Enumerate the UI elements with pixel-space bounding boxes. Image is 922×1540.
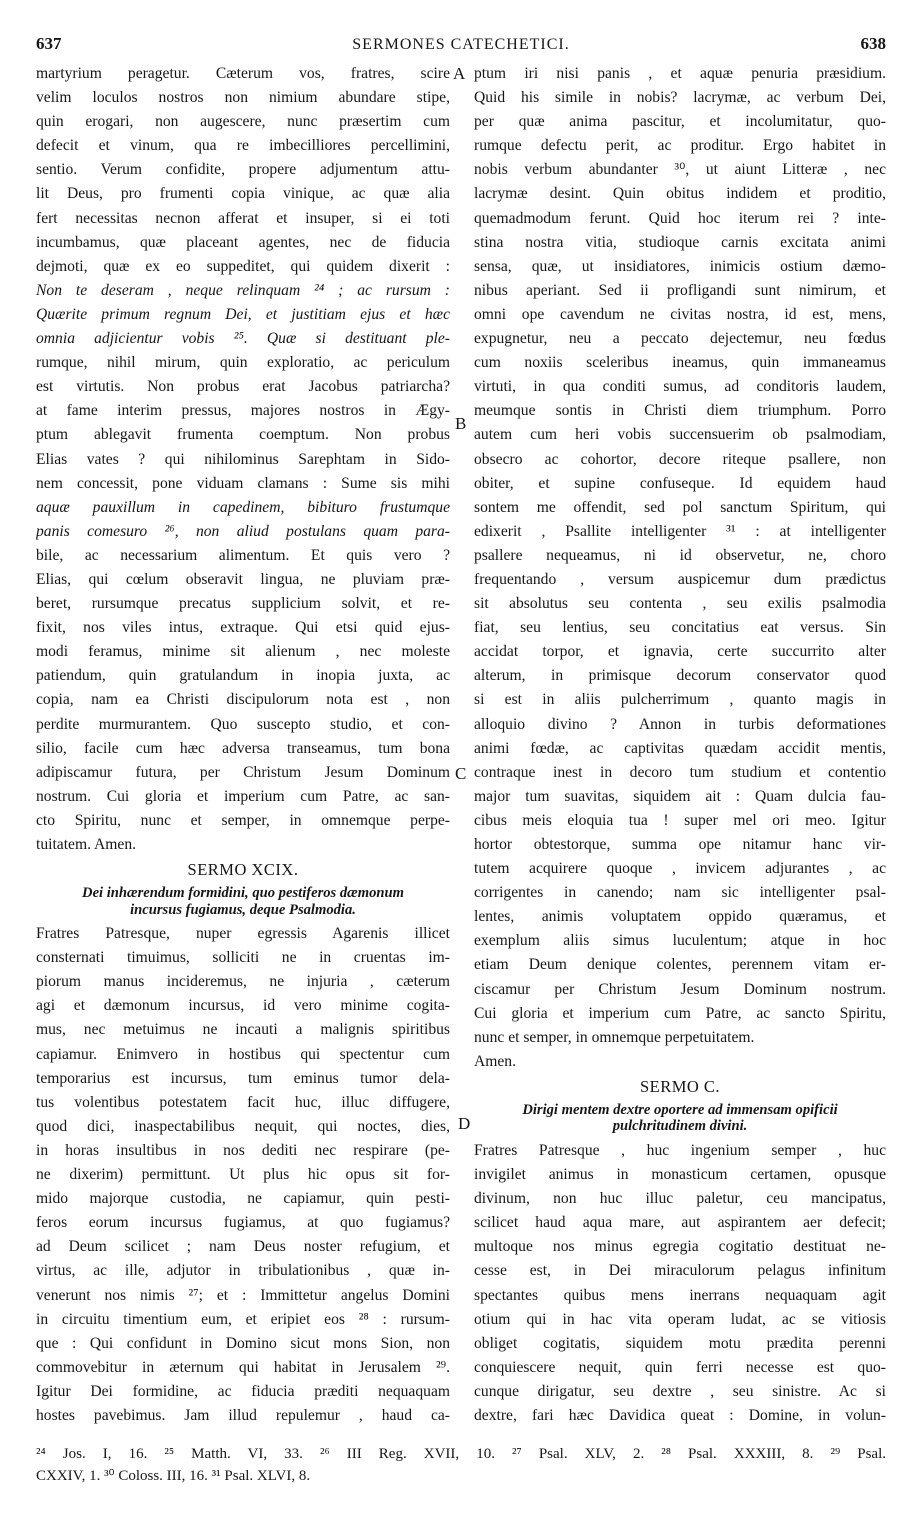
page-number-right: 638 xyxy=(860,34,886,53)
left-column-text-line: nostrum. Cui gloria et imperium cum Patre, ac san- xyxy=(36,787,450,805)
sermon-subheading: Dei inhærendum formidini, quo pestiferos dæmonum xyxy=(82,885,404,902)
left-column-text-line: aquæ pauxillum in capedinem, bibituro frustumque xyxy=(36,498,450,516)
right-column-text-line: nunc et semper, in omnemque perpetuitatem. xyxy=(474,1028,755,1046)
left-column-text-line: defecit et vinum, qua re imbecilliores percellimini, xyxy=(36,137,450,155)
left-column-text-line: hostes pavebimus. Jam illud repulemur , haud ca- xyxy=(36,1406,450,1424)
right-column-text-line: otium qui in hac vita operam ludat, ac se vitiosis xyxy=(474,1310,886,1328)
right-column-text-line: conquiescere nequit, quin ferri necesse est quo- xyxy=(474,1358,886,1376)
left-column-text-line: consternati timuimus, solliciti ne in cruentas im- xyxy=(36,949,450,967)
right-column-text-line: lacrymæ desint. Quin obitus indidem et proditio, xyxy=(474,185,886,203)
right-column-text-line: invigilet animus in monasticum certamen, opusque xyxy=(474,1166,886,1184)
right-column-text-line: cunque dirigatur, seu dextre , seu sinistre. Ac si xyxy=(474,1382,886,1400)
left-column-text-line: bile, ac necessarium alimentum. Et quis vero ? xyxy=(36,546,450,564)
sermon-heading: SERMO C. xyxy=(639,1076,721,1096)
right-column-text-line: lentes, animis voluptatem oppido quæramus, et xyxy=(474,908,886,926)
left-column-text-line: cto Spiritu, nunc et semper, in omnemque perpe- xyxy=(36,811,450,829)
right-column-text-line: sensa, quæ, ut insidiatores, inimicis ostium dæmo- xyxy=(474,257,886,275)
left-column-text-line: in circuitu timentium eum, et eripiet eos ²⁸ : rursum- xyxy=(36,1310,450,1328)
right-column-text-line: si est in aliis pulcherrimum , quanto magis in xyxy=(474,691,886,709)
right-column-text-line: edixerit , Psallite intelligenter ³¹ : at intelligenter xyxy=(474,522,886,540)
left-column-text-line: fert necessitas necnon afferat et insuper, si ei toti xyxy=(36,209,450,227)
footnote-line: ²⁴ Jos. I, 16. ²⁵ Matth. VI, 33. ²⁶ III Reg. XVII, 10. ²⁷ Psal. XLV, 2. ²⁸ Psal. XXXIII, 8. ²⁹ Psal. xyxy=(36,1446,886,1462)
left-column-text-line: tuitatem. Amen. xyxy=(36,836,137,853)
left-column-text-line: in horas insultibus in nos dediti nec respirare (pe- xyxy=(36,1141,450,1159)
right-column-text-line: obiter, et supine confuseque. Id equidem haud xyxy=(474,474,886,492)
sermon-heading: SERMO XCIX. xyxy=(187,860,299,880)
right-column-text-line: etiam Deum denique colentes, perennem vitam er- xyxy=(474,956,886,974)
left-column-text-line: quin erogari, non augescere, nunc præsertim cum xyxy=(36,113,450,131)
right-column-text-line: omni ope cavendum ne civitas nostra, id est, mens, xyxy=(474,305,886,323)
right-column-text-line: per quæ anima pascitur, et incolumitatur, quo- xyxy=(474,113,886,131)
margin-letter-c: C xyxy=(455,764,467,783)
right-column-text-line: divinum, non huc illuc paletur, ceu mancipatus, xyxy=(474,1190,886,1208)
margin-letter-b: B xyxy=(455,414,467,433)
right-column-text-line: multoque nos minus egregia cogitatio destituat ne- xyxy=(474,1238,886,1256)
left-column-text-line: Fratres Patresque, nuper egressis Agarenis illicet xyxy=(36,925,450,943)
right-column-text-line: animi fœdæ, ac captivitas quædam accidit mentis, xyxy=(474,739,886,757)
right-column-text-line: Cui gloria et imperium cum Patre, ac sancto Spiritu, xyxy=(474,1004,886,1022)
margin-letter-d: D xyxy=(458,1114,471,1133)
right-column-text-line: obliget cogitatis, siquidem motu prædita perenni xyxy=(474,1334,886,1352)
right-column-text-line: meumque sontis in Christi diem triumphum. Porro xyxy=(474,402,886,420)
right-column-text-line: nibus aperiant. Sed ii profligandi sunt nimirum, et xyxy=(474,281,886,299)
left-column-text-line: ne dixerim) permittunt. Ut plus hic opus sit for- xyxy=(36,1166,450,1184)
left-column-text-line: venerunt nos nimis ²⁷; et : Immittetur angelus Domini xyxy=(36,1286,450,1304)
left-column-text-line: rumque, nihil mirum, quin exploratio, ac periculum xyxy=(36,354,450,372)
right-column-text-line: expugnetur, neu a peccato dejectemur, neu fœdus xyxy=(474,330,886,348)
right-column xyxy=(474,62,886,1428)
left-column-text-line: adipiscamur futura, per Christum Jesum Dominum xyxy=(36,763,450,781)
right-column-text-line: cibus meis eloquia tua ! super mel ori meo. Igitur xyxy=(474,811,886,829)
left-column-text-line: Elias, qui cœlum obseravit lingua, ne pluviam præ- xyxy=(36,570,450,588)
left-column-text-line: beret, rursumque precatus supplicium solvit, et re- xyxy=(36,595,450,613)
left-column-text-line: nem concessit, pone viduam clamans : Sume sis mihi xyxy=(36,474,450,492)
left-column-text-line: silio, facile cum hæc adversa transeamus, tum bona xyxy=(36,739,450,757)
left-column-text-line: capiamur. Enimvero in hostibus qui spectentur cum xyxy=(36,1045,450,1063)
sermon-subheading: incursus fugiamus, deque Psalmodia. xyxy=(130,901,356,918)
left-column-text-line: mus, nec metuimus ne incauti a malignis spiritibus xyxy=(36,1021,450,1039)
running-head xyxy=(36,34,886,58)
left-column-text-line: dejmoti, quæ ex eo suppeditet, qui quidem dixerit : xyxy=(36,257,450,275)
left-column-text-line: copia, nam ea Christi discipulorum nota est , non xyxy=(36,691,450,709)
sermon-subheading: pulchritudinem divini. xyxy=(612,1118,748,1135)
sermon-subheading: Dirigi mentem dextre oportere ad immensam opificii xyxy=(522,1101,838,1118)
running-title: SERMONES CATECHETICI. xyxy=(352,36,570,53)
right-column-text-line: accidat torpor, et ignavia, certe succurrito alter xyxy=(474,643,886,661)
right-column-text-line: virtuti, in qua conditi sumus, ad conditoris laudem, xyxy=(474,378,886,396)
right-column-text-line: sontem me offendit, sed pol sanctum Spiritum, qui xyxy=(474,498,886,516)
footnote-line: CXXIV, 1. ³⁰ Coloss. III, 16. ³¹ Psal. XLVI, 8. xyxy=(36,1468,311,1484)
left-column-text-line: commovebitur in æternum qui habitat in Jerusalem ²⁹. xyxy=(36,1358,450,1376)
left-column-text-line: tus volentibus potestatem facit huc, illuc diffugere, xyxy=(36,1093,450,1111)
right-column-text-line: frequentando , versum auspicemur dum prædictus xyxy=(474,570,886,588)
left-column-text-line: panis comesuro ²⁶, non aliud postulans quam para- xyxy=(36,522,450,540)
right-column-text-line: cum noxiis sceleribus ineamus, quin immaneamus xyxy=(474,354,886,372)
right-column-text-line: Fratres Patresque , huc ingenium semper , huc xyxy=(474,1141,886,1159)
right-column-text-line: ptum iri nisi panis , et aquæ penuria præsidium. xyxy=(474,65,886,82)
right-column-text-line: tutem acquirere quoque , invicem adjurantes , ac xyxy=(474,860,886,878)
left-column-text-line: Non te deseram , neque relinquam ²⁴ ; ac rursum : xyxy=(36,281,450,299)
left-column-text-line: est virtutis. Non probus erat Jacobus patriarcha? xyxy=(36,378,450,396)
left-column-text-line: at fame interim pressus, majores nostros in Ægy- xyxy=(36,402,450,420)
left-column-text-line: velim loculos nostros non nimium abundare stipe, xyxy=(36,89,450,107)
left-column-text-line: quod dici, inaspectabilibus nequit, qui noctes, dies, xyxy=(36,1117,450,1135)
right-column-text-line: corrigentes in canendo; nam sic intelligenter psal- xyxy=(474,884,886,902)
right-column-text-line: major tum suavitas, siquidem ait : Quam dulcia fau- xyxy=(474,787,886,805)
left-column-text-line: omnia adjicientur vobis ²⁵. Quæ si destituant ple- xyxy=(36,330,450,348)
left-column-text-line: ad Deum scilicet ; nam Deus noster refugium, et xyxy=(36,1238,450,1256)
right-column-text-line: alloquio divino ? Annon in turbis deformationes xyxy=(474,715,886,733)
right-column-text-line: scilicet haud aqua mare, aut aspirantem aer defecit; xyxy=(474,1214,886,1232)
left-column-text-line: que : Qui confidunt in Domino sicut mons Sion, non xyxy=(36,1334,450,1352)
left-column xyxy=(36,62,450,1428)
left-column-text-line: ptum ablegavit frumenta coemptum. Non probus xyxy=(36,426,450,444)
left-column-text-line: Igitur Dei formidine, ac fiducia præditi nequaquam xyxy=(36,1382,450,1400)
right-column-text-line: autem cum heri vobis succensuerim ob psalmodiam, xyxy=(474,426,886,444)
right-column-text-line: quemadmodum ferunt. Quid hoc iterum rei ? inte- xyxy=(474,209,886,227)
left-column-text-line: martyrium peragetur. Cæterum vos, fratres, scire xyxy=(36,65,450,82)
left-column-text-line: modi feramus, minime sit alienum , nec moleste xyxy=(36,643,450,661)
left-column-text-line: temporarius est incursus, tum eminus tumor dela- xyxy=(36,1069,450,1087)
right-column-text-line: obsecro ac cohortor, decore riteque psallere, non xyxy=(474,450,886,468)
right-column-text-line: exemplum aliis simus luculentum; atque in hoc xyxy=(474,932,886,950)
left-column-text-line: fixit, nos viles intus, extraque. Qui etsi quid ejus- xyxy=(36,619,450,637)
right-column-text-line: hortor obtestorque, summa ope nitamur hanc vir- xyxy=(474,836,886,853)
right-column-text-line: cesse est, in Dei miraculorum pelagus infinitum xyxy=(474,1262,886,1280)
right-column-text-line: dextre, fari hæc Davidica queat : Domine, in volun- xyxy=(474,1406,886,1424)
left-column-text-line: lit Deus, pro frumenti copia vinique, ac quæ alia xyxy=(36,185,450,203)
left-column-text-line: incumbamus, quæ placeant agentes, nec de fiducia xyxy=(36,233,450,251)
left-column-text-line: sentio. Verum confidite, propere adjumentum attu- xyxy=(36,161,450,179)
left-column-text-line: mido majorque custodia, ne capiamur, quin pesti- xyxy=(36,1190,450,1208)
right-column-text-line: spectantes quibus mens inerrans nequaquam agit xyxy=(474,1286,886,1304)
right-column-text-line: alterum, in primisque decorum conservator quod xyxy=(474,667,886,685)
right-column-text-line: psallere nequeamus, ni id observetur, ne, choro xyxy=(474,546,886,564)
right-column-text-line: Quid his simile in nobis? lacrymæ, ac verbum Dei, xyxy=(474,89,886,107)
right-column-text-line: fiat, seu lentius, seu concitatius eat versus. Sin xyxy=(474,619,886,637)
right-column-text-line: rumque defectu perit, ac proditur. Ergo habitet in xyxy=(474,137,886,155)
right-column-text-line: contraque inest in decoro tum studium et contentio xyxy=(474,763,886,781)
left-column-text-line: feros eorum incursus fugiamus, at quo fugiamus? xyxy=(36,1214,450,1232)
right-column-text-line: Amen. xyxy=(474,1052,517,1070)
footnotes xyxy=(36,1443,886,1487)
right-column-text-line: stina nostra vitia, studioque carnis excitata animi xyxy=(474,233,886,251)
left-column-text-line: perdite murmurantem. Quo suscepto studio, et con- xyxy=(36,715,450,733)
left-column-text-line: Quærite primum regnum Dei, et justitiam ejus et hæc xyxy=(36,305,450,323)
left-column-text-line: patiendum, quin gratulandum in inopia juxta, ac xyxy=(36,667,450,685)
left-column-text-line: Elias vates ? qui nihilominus Sarephtam in Sido- xyxy=(36,450,450,468)
right-column-text-line: nobis verbum abundanter ³⁰, ut aiunt Litteræ , nec xyxy=(474,161,886,179)
page-number-left: 637 xyxy=(36,34,62,53)
margin-letter-a: A xyxy=(453,64,466,83)
right-column-text-line: ciscamur per Christum Jesum Dominum nostrum. xyxy=(474,980,886,998)
left-column-text-line: agi et dæmonum incursus, id vero minime cogita- xyxy=(36,997,450,1015)
left-column-text-line: piorum manus incideremus, ne injuria , cæterum xyxy=(36,973,450,991)
right-column-text-line: sit absolutus seu contenta , seu exilis psalmodia xyxy=(474,595,886,613)
left-column-text-line: virtus, ac ille, adjutor in tribulationibus , quæ in- xyxy=(36,1262,450,1280)
